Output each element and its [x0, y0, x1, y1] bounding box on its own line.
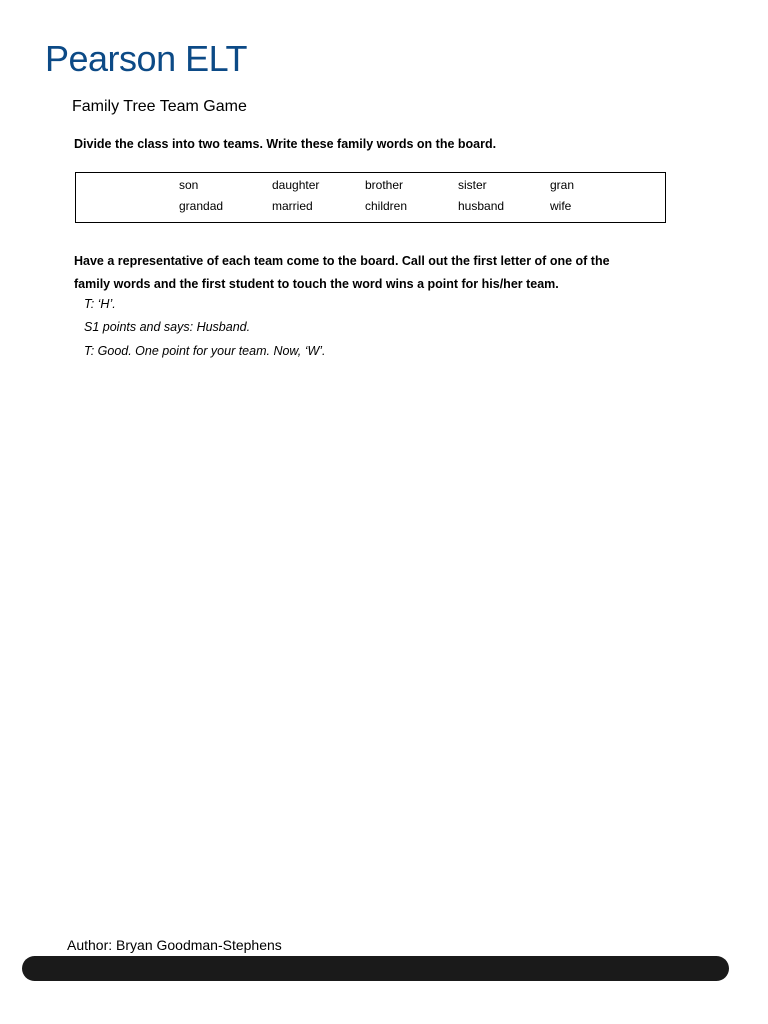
word-item: wife: [550, 199, 572, 213]
dialog-line: S1 points and says: Husband.: [84, 320, 251, 334]
word-item: daughter: [272, 178, 320, 192]
word-item: grandad: [179, 199, 224, 213]
family-words-box: [75, 172, 666, 223]
pearson-elt-logo: Pearson ELT: [45, 38, 247, 79]
word-item: husband: [458, 199, 505, 213]
author-credit: Author: Bryan Goodman-Stephens: [67, 937, 282, 953]
dialog-line: T: Good. One point for your team. Now, ‘W’.: [84, 344, 326, 358]
word-item: son: [179, 178, 199, 192]
paragraph-line: Have a representative of each team come to the board. Call out the first letter of one of the: [74, 254, 610, 268]
word-item: married: [272, 199, 313, 213]
instruction-text: Divide the class into two teams. Write these family words on the board.: [74, 137, 497, 151]
page-title: Family Tree Team Game: [72, 98, 247, 115]
word-item: gran: [550, 178, 575, 192]
word-item: brother: [365, 178, 404, 192]
instruction-paragraph: [74, 250, 714, 296]
paragraph-line: family words and the first student to touch the word wins a point for his/her team.: [74, 277, 559, 291]
footer-bar: [22, 956, 729, 981]
word-item: sister: [458, 178, 487, 192]
word-item: children: [365, 199, 408, 213]
dialog-line: T: ‘H’.: [84, 297, 116, 311]
